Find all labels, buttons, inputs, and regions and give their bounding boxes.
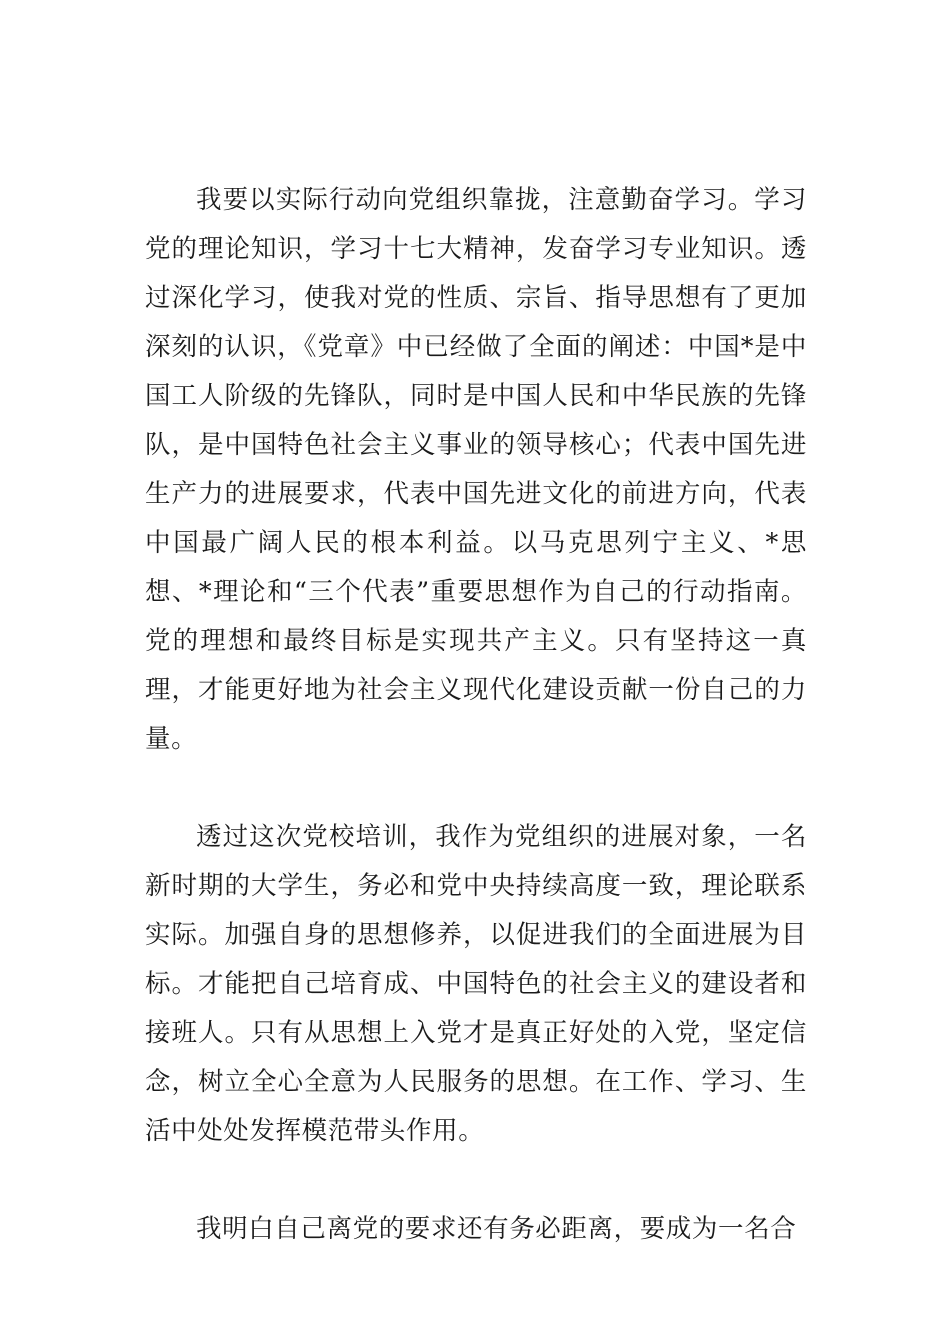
paragraph-2: 透过这次党校培训，我作为党组织的进展对象，一名新时期的大学生，务必和党中央持续高度一致，理论联系实际。加强自身的思想修养，以促进我们的全面进展为目标。才能把自己培育成、中国特色的社会主义的建设者和接班人。只有从思想上入党才是真正好处的入党，坚定信念，树立全心全意为人民服务的思想。在工作、学习、生活中处处发挥模范带头作用。 [145, 822, 807, 1146]
paragraph-1: 我要以实际行动向党组织靠拢，注意勤奋学习。学习党的理论知识，学习十七大精神，发奋学习专业知识。透过深化学习，使我对党的性质、宗旨、指导思想有了更加深刻的认识，《党章》中已经做了全面的阐述：中国*是中国工人阶级的先锋队，同时是中国人民和中华民族的先锋队，是中国特色社会主义事业的领导核心；代表中国先进生产力的进展要求，代表中国先进文化的前进方向，代表中国最广阔人民的根本利益。以马克思列宁主义、*思想、*理论和“三个代表”重要思想作为自己的行动指南。党的理想和最终目标是实现共产主义。只有坚持这一真理，才能更好地为社会主义现代化建设贡献一份自己的力量。 [145, 185, 807, 754]
paragraph-3: 我明白自己离党的要求还有务必距离，要成为一名合 [196, 1214, 797, 1244]
document-body [145, 176, 807, 1254]
